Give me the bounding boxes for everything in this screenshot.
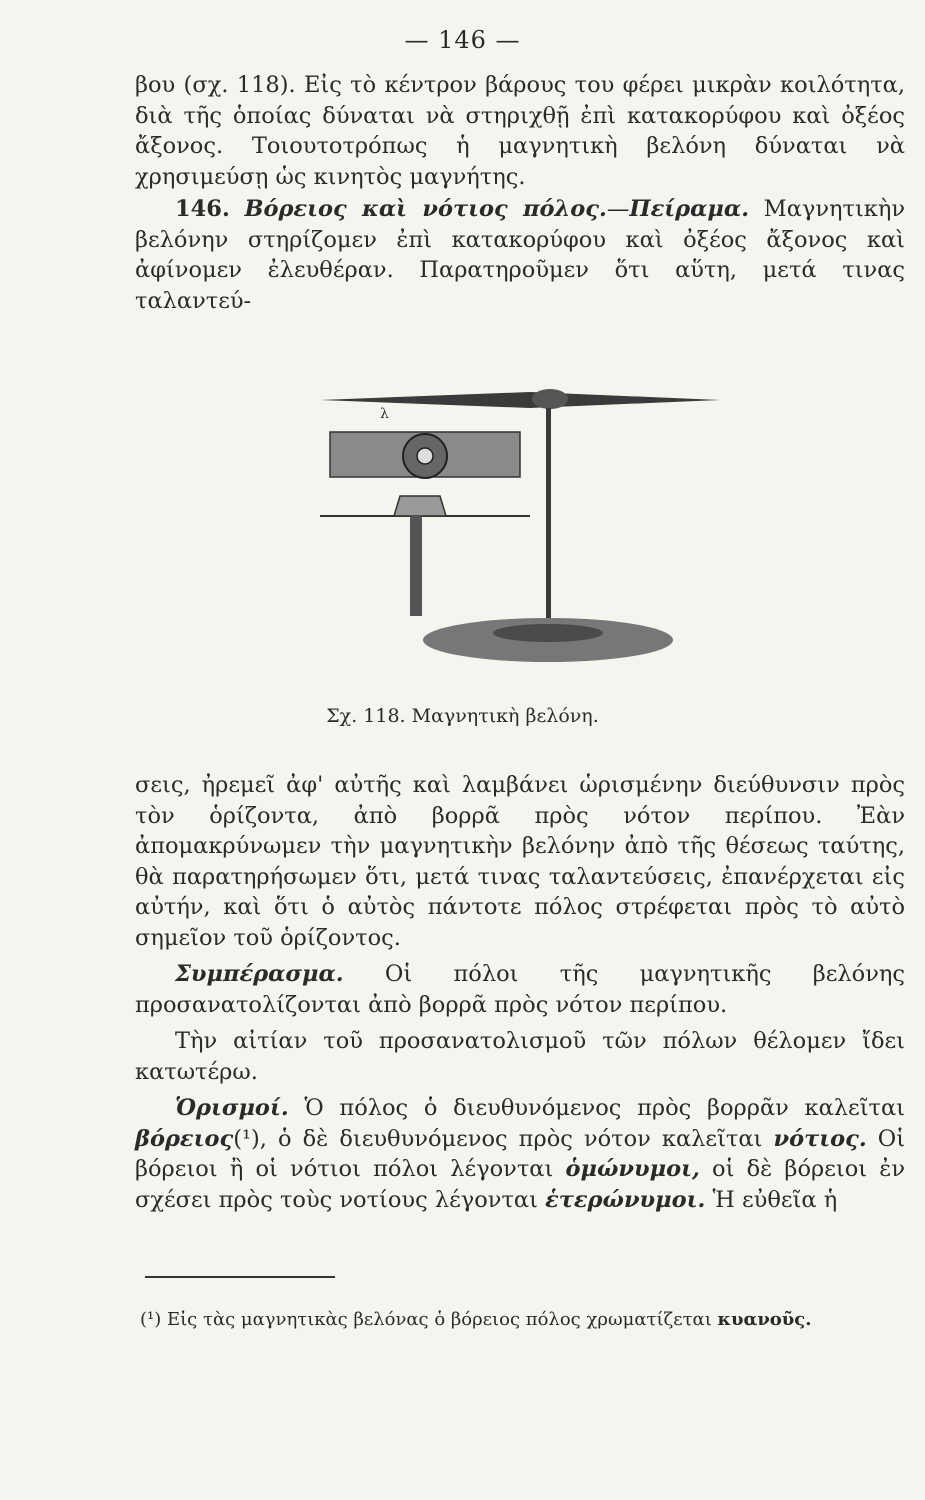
definitions-label: Ὁρισμοί. — [175, 1095, 289, 1121]
experiment-label: Πείραμα. — [629, 196, 750, 222]
magnetic-needle-figure — [300, 370, 740, 670]
text-block-bottom — [135, 770, 905, 1215]
footnote — [140, 1306, 910, 1334]
term-notios: νότιος. — [773, 1125, 867, 1152]
figure-label: λ — [380, 406, 389, 422]
needle-cap — [532, 389, 568, 409]
conclusion-label: Συμπέρασμα. — [175, 961, 344, 987]
figure-caption: Σχ. 118. Μαγνητικὴ βελόνη. — [326, 705, 599, 727]
footnote-text: Εἰς τὰς μαγνητικὰς βελόνας ὁ βόρειος πόλος χρωματίζεται — [161, 1309, 718, 1330]
paragraph-cause: Τὴν αἰτίαν τοῦ προσανατολισμοῦ τῶν πόλων θέλομεν ἴδει κατωτέρω. — [135, 1028, 905, 1085]
text-block-top — [135, 70, 905, 316]
conclusion-text: Οἱ πόλοι τῆς μαγνητικῆς βελόνης προσανατολίζονται ἀπὸ βορρᾶ πρὸς νότον περίπου. — [135, 961, 905, 1018]
term-eteronymoi: ἑτερώνυμοι. — [545, 1186, 706, 1213]
paragraph-observation: σεις, ἠρεμεῖ ἀφ' αὐτῆς καὶ λαμβάνει ὡρισμένην διεύθυνσιν πρὸς τὸν ὁρίζοντα, ἀπὸ βορρᾶ πρὸς νότον περίπου. Ἐὰν ἀπομακρύνωμεν τὴν μαγνητικὴν βελόνην ἀπὸ τῆς θέσεως ταύτης, θὰ παρατηρήσωμεν ὅτι, μετά τινας ταλαντεύσεις, ἐπανέρχεται εἰς αὐτήν, καὶ ὅτι ὁ αὐτὸς πάντοτε πόλος στρέφεται πρὸς τὸ αὐτὸ σημεῖον τοῦ ὁρίζοντος. — [135, 772, 905, 951]
pivot-rod — [546, 408, 551, 633]
section-dash: — — [606, 196, 630, 222]
section-146 — [135, 194, 905, 316]
page-number: — 146 — — [404, 26, 521, 54]
paragraph-conclusion — [135, 959, 905, 1020]
section-title: Βόρειος καὶ νότιος πόλος. — [244, 196, 607, 222]
term-boreios: βόρειος — [135, 1125, 234, 1152]
term-omonymoi: ὁμώνυμοι, — [565, 1156, 700, 1182]
section-text: Μαγνητικὴν βελόνην στηρίζομεν ἐπὶ κατακορύφου καὶ ὀξέος ἄξονος καὶ ἀφίνομεν ἐλευθέραν. Παρατηροῦμεν ὅτι αὕτη, μετά τινας ταλαντεύ- — [135, 196, 905, 314]
footnote-ref: (¹) — [233, 1125, 260, 1152]
section-number: 146. — [175, 196, 230, 222]
footnote-marker: (¹) — [140, 1309, 162, 1330]
detail-support — [410, 516, 422, 616]
paragraph-definitions: Ὁρισμοί. Ὁ πόλος ὁ διευθυνόμενος πρὸς βορρᾶν καλεῖται βόρειος(¹), ὁ δὲ διευθυνόμενος πρὸς νότον καλεῖται νότιος. Οἱ βόρειοι ἢ οἱ νότιοι πόλοι λέγονται ὁμώνυμοι, οἱ δὲ βόρειοι ἐν σχέσει πρὸς τοὺς νοτίους λέγονται ἑτερώνυμοι. Ἡ εὐθεῖα ἡ — [135, 1095, 906, 1213]
paragraph-intro: βου (σχ. 118). Εἰς τὸ κέντρον βάρους του φέρει μικρὰν κοιλότητα, διὰ τῆς ὁποίας δύναται νὰ στηριχθῇ ἐπὶ κατακορύφου καὶ ὀξέος ἄξονος. Τοιουτοτρόπως ἡ μαγνητικὴ βελόνη δύναται νὰ χρησιμεύσῃ ὡς κινητὸς μαγνήτης. — [135, 72, 905, 190]
footnote-bold: κυανοῦς. — [717, 1309, 812, 1330]
footnote-rule — [145, 1276, 335, 1278]
